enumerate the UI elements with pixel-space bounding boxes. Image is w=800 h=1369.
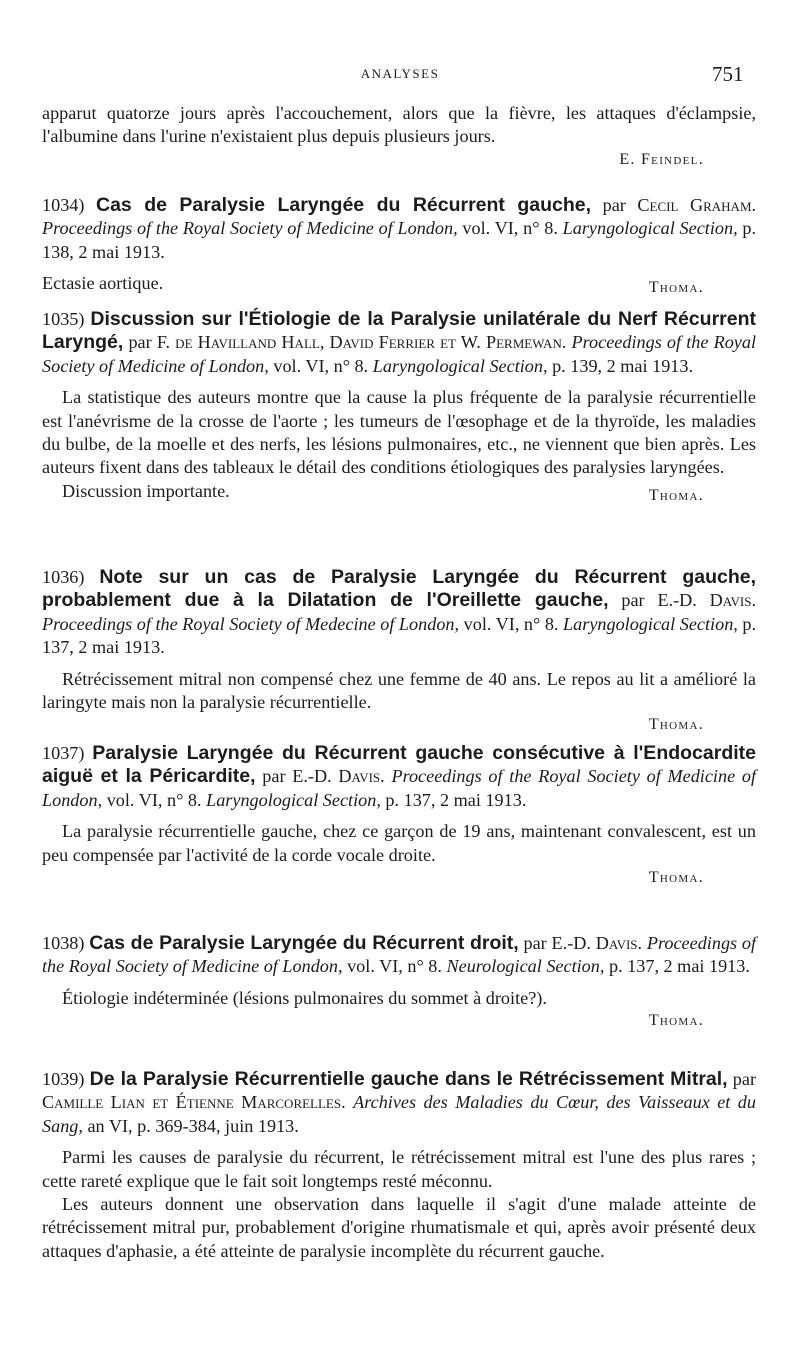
entry-journal: Proceedings of the Royal Society of Medicine of London, [42, 766, 757, 810]
entry-body [42, 480, 756, 503]
entry-header [42, 1068, 756, 1138]
entry-number: 1038) [42, 933, 85, 953]
entry-section: Laryngological Section, [372, 355, 548, 376]
entry-paragraph: Discussion importante. [62, 480, 230, 501]
entry-pages-date: p. 137, 2 mai 1913. [608, 956, 750, 977]
entry-title: Cas de Paralysie Laryngée du Récurrent gauche, [96, 194, 592, 216]
page-number: 751 [712, 62, 744, 86]
entry-paragraph: La paralysie récurrentielle gauche, chez ce garçon de 19 ans, maintenant convalescent, est un peu compensée par l'activité de la corde vocale droite. [42, 821, 756, 865]
entry-section: Laryngological Section, [206, 789, 381, 810]
entry-title: Paralysie Laryngée du Récurrent gauche consécutive à l'Endocardite aiguë et la Péricardite, [42, 742, 756, 788]
entry-1034 [42, 194, 756, 300]
entry-header [42, 308, 756, 378]
entry-authors: E.-D. Davis. [551, 933, 643, 953]
entry-number: 1036) [42, 567, 85, 587]
entry-paragraph: Rétrécissement mitral non compensé chez une femme de 40 ans. Le repos au lit a amélioré la laringyte mais non la paralysie récurrentielle. [42, 668, 756, 713]
entry-authors: Cecil Graham. [637, 195, 757, 215]
running-header: ANALYSES [360, 66, 440, 81]
entry-pages-date: p. 138, 2 mai 1913. [42, 218, 757, 262]
continuation-text: apparut quatorze jours après l'accouchement, alors que la fièvre, les attaques d'éclampsie, l'albumine dans l'urine n'existaient plus depuis plusieurs jours. [42, 103, 756, 147]
entry-pages-date: p. 139, 2 mai 1913. [552, 355, 694, 376]
entry-number: 1037) [42, 743, 85, 763]
entry-paragraph: Les auteurs donnent une observation dans laquelle il s'agit d'une malade atteinte de rétrécissement mitral pur, probablement d'origine rhumatismale et qui, après avoir présenté deux attaques d'aphasie, a été atteinte de paralysie incomplète du récurrent gauche. [42, 1194, 756, 1261]
entry-number: 1039) [42, 1069, 85, 1089]
entry-by: par [128, 332, 152, 353]
entry-number: 1034) [42, 195, 85, 215]
entry-header [42, 932, 756, 979]
entry-1037 [42, 742, 756, 887]
signature: Thoma. [648, 486, 704, 504]
entry-by: par [523, 933, 547, 953]
entry-number: 1035) [42, 309, 85, 329]
signature: Thoma. [648, 1012, 704, 1030]
entry-title: Discussion sur l'Étiologie de la Paralysie unilatérale du Nerf Récurrent Laryngé, [42, 308, 756, 354]
entry-by: par [732, 1069, 757, 1089]
entry-paragraph: Ectasie aortique. [42, 273, 164, 294]
entry-authors: E.-D. Davis. [292, 766, 385, 787]
entry-by: par [602, 195, 626, 215]
entry-authors: F. de Havilland Hall, David Ferrier et W. Permewan. [156, 332, 567, 353]
entry-paragraph: Parmi les causes de paralysie du récurrent, le rétrécissement mitral est l'une des plus rares ; cette rareté explique que le fait soit longtemps resté méconnu. [42, 1147, 756, 1191]
entry-1038 [42, 932, 756, 1030]
entry-section: Neurological Section, [446, 956, 605, 977]
entry-by: par [621, 590, 645, 611]
entry-journal: Archives des Maladies du Cœur, des Vaisseaux et du Sang, [42, 1092, 756, 1136]
entry-volume: an VI, [87, 1115, 133, 1136]
signature: E. Feindel. [619, 150, 704, 168]
entry-journal: Proceedings of the Royal Society of Medicine of London, [42, 332, 757, 376]
entry-title: De la Paralysie Récurrentielle gauche dans le Rétrécissement Mitral, [89, 1068, 728, 1090]
entry-pages-date: p. 369-384, juin 1913. [137, 1115, 299, 1136]
entry-journal: Proceedings of the Royal Society of Medicine of London, [42, 933, 757, 977]
signature: Thoma. [648, 279, 704, 297]
entry-title: Note sur un cas de Paralysie Laryngée du Récurrent gauche, probablement due à la Dilatation de l'Oreillette gauche, [42, 566, 757, 612]
entry-paragraph: La statistique des auteurs montre que la cause la plus fréquente de la paralysie récurrentielle est l'anévrisme de la crosse de l'aorte ; les tumeurs de l'œsophage et de la thyroïde, les maladies du bulbe, de la moelle et des nerfs, les lésions pulmonaires, etc., ne viennent que bien après. Les auteurs fixent dans des tableaux le détail des conditions étiologiques des paralysies laryngées. [42, 387, 756, 478]
signature: Thoma. [648, 716, 704, 734]
entry-volume: vol. VI, n° 8. [462, 218, 558, 239]
entry-pages-date: p. 137, 2 mai 1913. [385, 789, 527, 810]
entry-header [42, 742, 756, 812]
entry-1035 [42, 308, 756, 507]
entry-authors: E.-D. Davis. [657, 590, 757, 611]
entry-volume: vol. VI, n° 8. [347, 956, 442, 977]
continuation-block [42, 102, 756, 169]
entry-1039 [42, 1068, 756, 1263]
entry-header [42, 566, 756, 660]
entry-pages-date: p. 137, 2 mai 1913. [42, 613, 757, 658]
entry-volume: vol. VI, n° 8. [273, 355, 369, 376]
entry-section: Laryngological Section, [562, 218, 738, 239]
entry-authors: Camille Lian et Étienne Marcorelles. [42, 1092, 346, 1113]
entry-body [42, 272, 756, 295]
entry-header [42, 194, 756, 264]
entry-volume: vol. VI, n° 8. [463, 613, 559, 634]
entry-section: Laryngological Section, [563, 613, 738, 634]
entry-paragraph: Étiologie indéterminée (lésions pulmonaires du sommet à droite?). [62, 987, 547, 1008]
entry-title: Cas de Paralysie Laryngée du Récurrent droit, [89, 932, 519, 954]
entry-1036 [42, 566, 756, 734]
entry-journal: Proceedings of the Royal Society of Medicine of London, [42, 218, 458, 239]
entry-journal: Proceedings of the Royal Society of Medecine of London, [42, 613, 460, 634]
signature: Thoma. [648, 869, 704, 887]
entry-volume: vol. VI, n° 8. [106, 789, 202, 810]
entry-by: par [262, 766, 286, 787]
